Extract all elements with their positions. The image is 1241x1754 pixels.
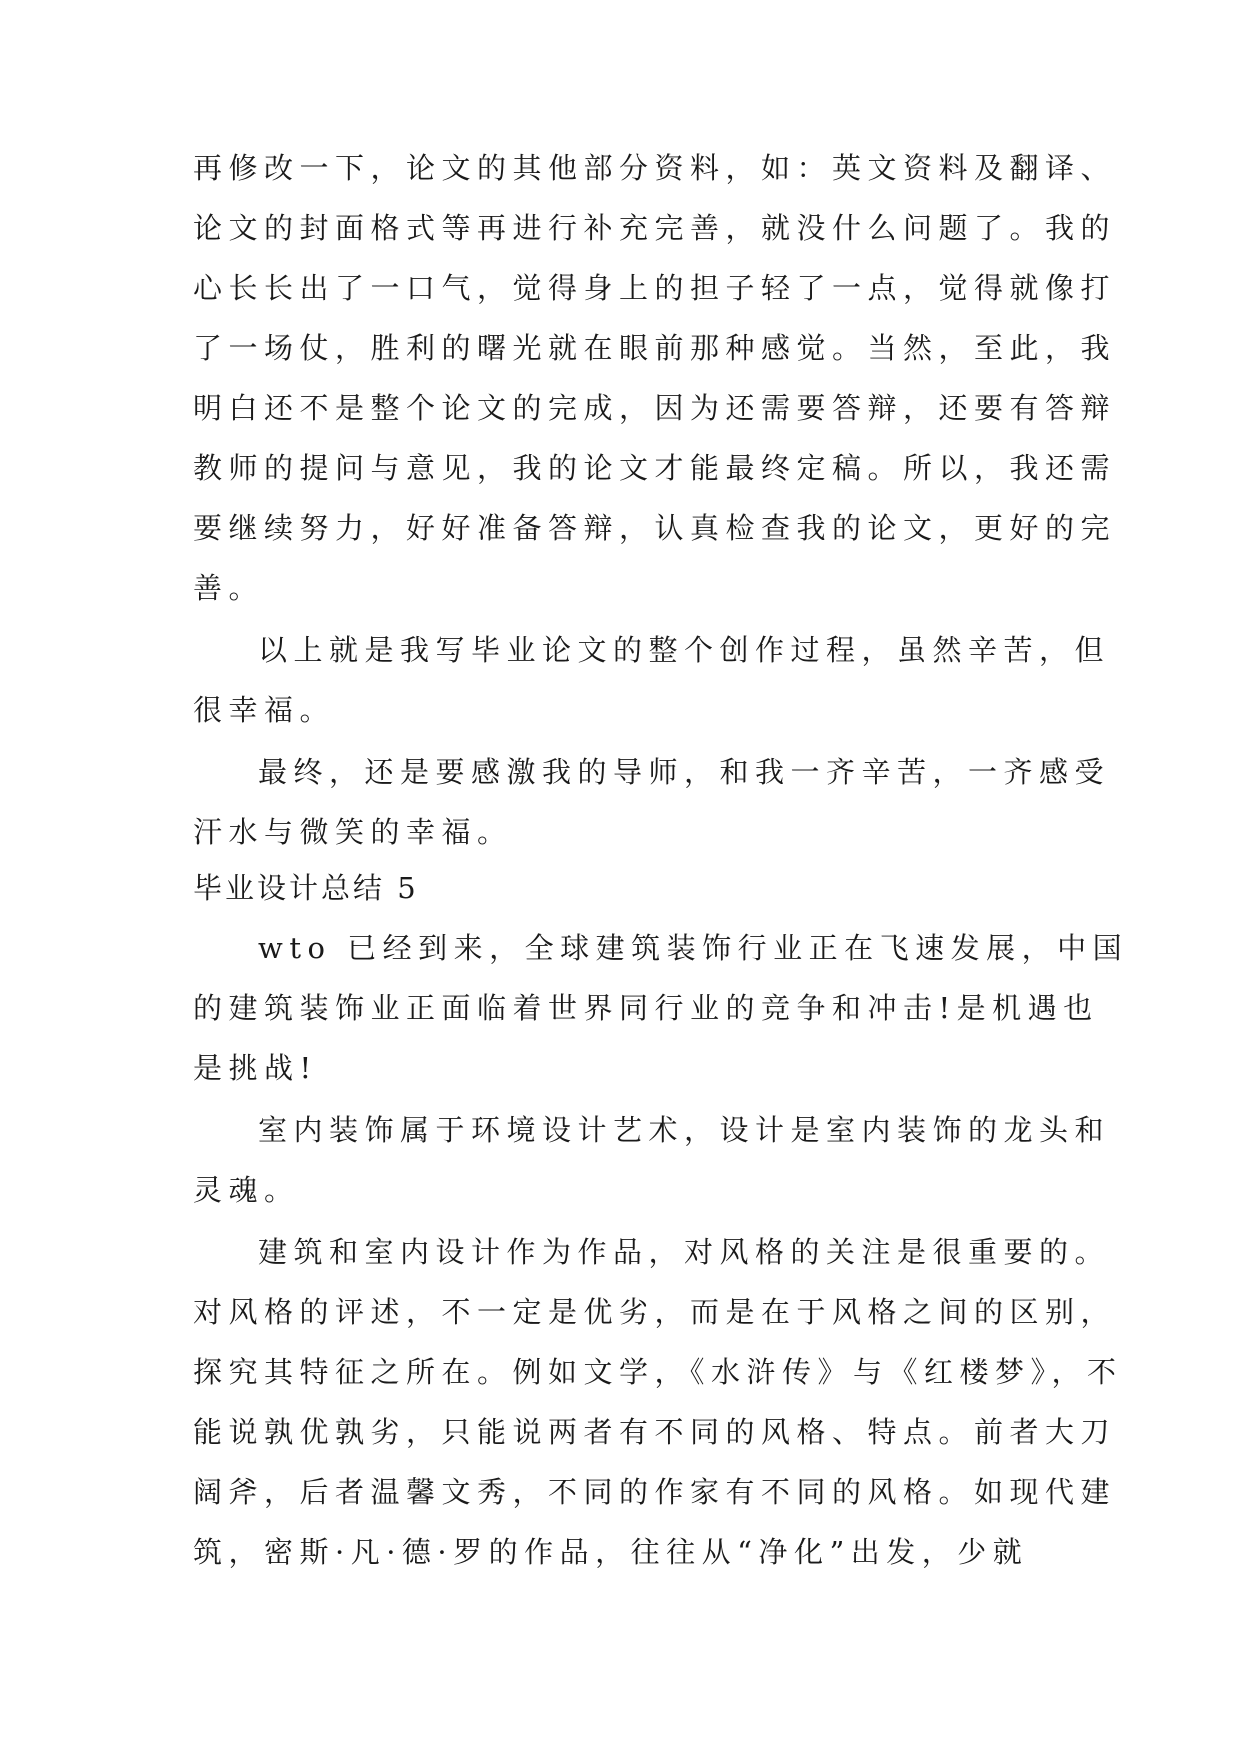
section-heading: 毕业设计总结 5 bbox=[193, 871, 419, 905]
text-line: 再修改一下，论文的其他部分资料，如：英文资料及翻译、 bbox=[193, 151, 1117, 185]
text-line: 筑，密斯·凡·德·罗的作品，往往从“净化”出发，少就 bbox=[193, 1535, 1029, 1569]
paragraph-first-line: 以上就是我写毕业论文的整个创作过程，虽然辛苦，但 bbox=[258, 633, 1111, 667]
text-line: 是挑战! bbox=[193, 1051, 318, 1085]
paragraph-first-line: wto 已经到来，全球建筑装饰行业正在飞速发展，中国 bbox=[258, 931, 1129, 965]
text-line: 很幸福。 bbox=[193, 693, 336, 727]
text-line: 汗水与微笑的幸福。 bbox=[193, 815, 513, 849]
paragraph-first-line: 最终，还是要感激我的导师，和我一齐辛苦，一齐感受 bbox=[258, 755, 1111, 789]
text-line: 能说孰优孰劣，只能说两者有不同的风格、特点。前者大刀 bbox=[193, 1415, 1117, 1449]
text-line: 对风格的评述，不一定是优劣，而是在于风格之间的区别， bbox=[193, 1295, 1117, 1329]
paragraph-first-line: 室内装饰属于环境设计艺术，设计是室内装饰的龙头和 bbox=[258, 1113, 1111, 1147]
text-line: 的建筑装饰业正面临着世界同行业的竞争和冲击!是机遇也 bbox=[193, 991, 1099, 1025]
text-line: 论文的封面格式等再进行补充完善，就没什么问题了。我的 bbox=[193, 211, 1117, 245]
text-line: 善。 bbox=[193, 571, 265, 605]
text-line: 明白还不是整个论文的完成，因为还需要答辩，还要有答辩 bbox=[193, 391, 1117, 425]
text-line: 要继续努力，好好准备答辩，认真检查我的论文，更好的完 bbox=[193, 511, 1117, 545]
text-line: 了一场仗，胜利的曙光就在眼前那种感觉。当然，至此，我 bbox=[193, 331, 1117, 365]
text-line: 探究其特征之所在。例如文学，《水浒传》与《红楼梦》，不 bbox=[193, 1355, 1123, 1389]
text-line: 教师的提问与意见，我的论文才能最终定稿。所以，我还需 bbox=[193, 451, 1117, 485]
text-line: 心长长出了一口气，觉得身上的担子轻了一点，觉得就像打 bbox=[193, 271, 1117, 305]
text-line: 阔斧，后者温馨文秀，不同的作家有不同的风格。如现代建 bbox=[193, 1475, 1117, 1509]
text-line: 灵魂。 bbox=[193, 1173, 300, 1207]
paragraph-first-line: 建筑和室内设计作为作品，对风格的关注是很重要的。 bbox=[258, 1235, 1111, 1269]
